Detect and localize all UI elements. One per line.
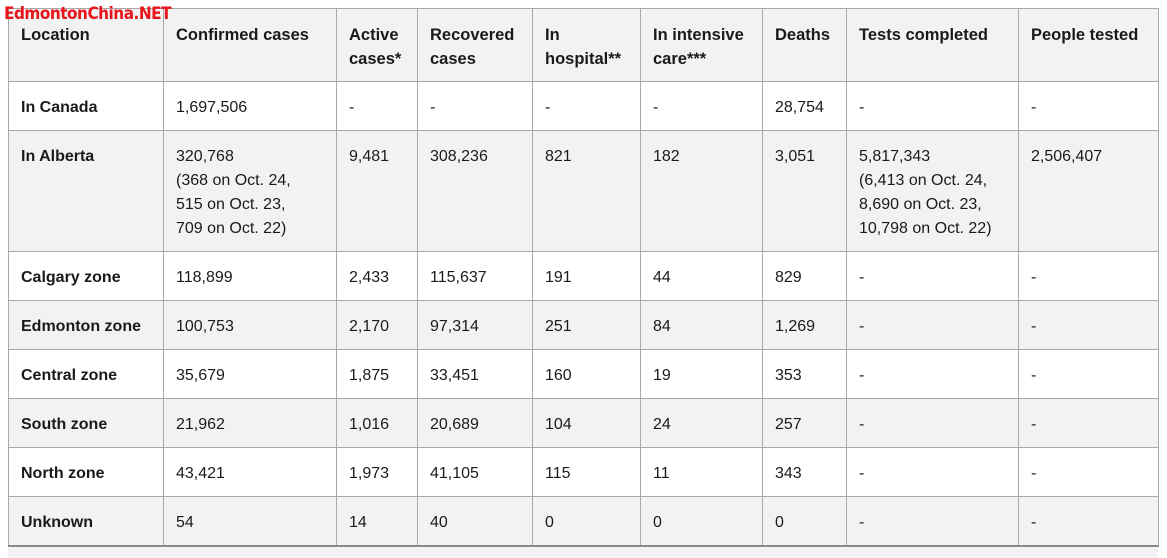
- table-row: [9, 497, 1159, 546]
- cell-icu: 19: [641, 350, 763, 399]
- cell-location: In Canada: [9, 82, 164, 131]
- cell-recovered: -: [418, 82, 533, 131]
- cell-icu: 0: [641, 497, 763, 546]
- cell-confirmed: 320,768 (368 on Oct. 24, 515 on Oct. 23, 709 on Oct. 22): [164, 131, 337, 252]
- cell-people-tested: -: [1019, 399, 1159, 448]
- cell-deaths: 3,051: [763, 131, 847, 252]
- cell-hospital: 191: [533, 252, 641, 301]
- cell-confirmed: 1,697,506: [164, 82, 337, 131]
- cell-hospital: -: [533, 82, 641, 131]
- cell-recovered: 97,314: [418, 301, 533, 350]
- cell-recovered: 40: [418, 497, 533, 546]
- cell-icu: 24: [641, 399, 763, 448]
- cell-people-tested: -: [1019, 497, 1159, 546]
- cell-hospital: 821: [533, 131, 641, 252]
- cell-location: Calgary zone: [9, 252, 164, 301]
- cell-active: 2,170: [337, 301, 418, 350]
- cell-location: Central zone: [9, 350, 164, 399]
- cell-people-tested: 2,506,407: [1019, 131, 1159, 252]
- header-intensive-care: In intensive care***: [641, 9, 763, 82]
- cell-people-tested: -: [1019, 301, 1159, 350]
- cell-hospital: 104: [533, 399, 641, 448]
- cell-location: North zone: [9, 448, 164, 497]
- cell-deaths: 28,754: [763, 82, 847, 131]
- cell-active: -: [337, 82, 418, 131]
- table-row: [9, 301, 1159, 350]
- header-recovered-cases: Recovered cases: [418, 9, 533, 82]
- cell-hospital: 115: [533, 448, 641, 497]
- header-people-tested: People tested: [1019, 9, 1159, 82]
- cell-icu: 182: [641, 131, 763, 252]
- cell-active: 1,016: [337, 399, 418, 448]
- header-active-cases: Active cases*: [337, 9, 418, 82]
- header-location: Location: [9, 9, 164, 82]
- table-row: [9, 252, 1159, 301]
- cell-tests: -: [847, 82, 1019, 131]
- cell-confirmed: 43,421: [164, 448, 337, 497]
- cell-deaths: 257: [763, 399, 847, 448]
- cell-active: 14: [337, 497, 418, 546]
- header-in-hospital: In hospital**: [533, 9, 641, 82]
- cell-recovered: 115,637: [418, 252, 533, 301]
- cell-people-tested: -: [1019, 82, 1159, 131]
- cell-icu: 84: [641, 301, 763, 350]
- cell-confirmed: 100,753: [164, 301, 337, 350]
- cell-deaths: 829: [763, 252, 847, 301]
- cell-recovered: 33,451: [418, 350, 533, 399]
- cell-deaths: 1,269: [763, 301, 847, 350]
- cell-hospital: 0: [533, 497, 641, 546]
- cell-icu: 44: [641, 252, 763, 301]
- table-row: [9, 82, 1159, 131]
- cell-icu: 11: [641, 448, 763, 497]
- cell-people-tested: -: [1019, 350, 1159, 399]
- cell-deaths: 0: [763, 497, 847, 546]
- cell-hospital: 160: [533, 350, 641, 399]
- cell-location: In Alberta: [9, 131, 164, 252]
- cell-confirmed: 35,679: [164, 350, 337, 399]
- table-row: [9, 350, 1159, 399]
- cell-deaths: 343: [763, 448, 847, 497]
- cell-icu: -: [641, 82, 763, 131]
- cell-location: South zone: [9, 399, 164, 448]
- header-row: [9, 9, 1159, 82]
- cell-tests: -: [847, 448, 1019, 497]
- cell-recovered: 20,689: [418, 399, 533, 448]
- cell-confirmed: 118,899: [164, 252, 337, 301]
- header-tests-completed: Tests completed: [847, 9, 1019, 82]
- cell-confirmed: 21,962: [164, 399, 337, 448]
- cell-location: Unknown: [9, 497, 164, 546]
- header-deaths: Deaths: [763, 9, 847, 82]
- cell-tests: -: [847, 497, 1019, 546]
- table-row: [9, 448, 1159, 497]
- table-header: [9, 9, 1159, 82]
- cell-deaths: 353: [763, 350, 847, 399]
- cell-active: 2,433: [337, 252, 418, 301]
- cell-people-tested: -: [1019, 448, 1159, 497]
- cell-location: Edmonton zone: [9, 301, 164, 350]
- table-body: [9, 82, 1159, 546]
- cell-confirmed: 54: [164, 497, 337, 546]
- table-footer-strip: [8, 547, 1158, 558]
- cell-tests: -: [847, 252, 1019, 301]
- cell-recovered: 41,105: [418, 448, 533, 497]
- cell-tests: -: [847, 399, 1019, 448]
- table-row: [9, 131, 1159, 252]
- cell-active: 1,973: [337, 448, 418, 497]
- covid-stats-table-container: [8, 8, 1158, 547]
- cell-tests: -: [847, 350, 1019, 399]
- cell-active: 9,481: [337, 131, 418, 252]
- cell-tests: -: [847, 301, 1019, 350]
- cell-hospital: 251: [533, 301, 641, 350]
- cell-people-tested: -: [1019, 252, 1159, 301]
- covid-stats-table: [8, 8, 1159, 547]
- watermark-logo: EdmontonChina.NET: [4, 4, 172, 24]
- header-confirmed-cases: Confirmed cases: [164, 9, 337, 82]
- table-row: [9, 399, 1159, 448]
- cell-recovered: 308,236: [418, 131, 533, 252]
- cell-active: 1,875: [337, 350, 418, 399]
- cell-tests: 5,817,343 (6,413 on Oct. 24, 8,690 on Oct. 23, 10,798 on Oct. 22): [847, 131, 1019, 252]
